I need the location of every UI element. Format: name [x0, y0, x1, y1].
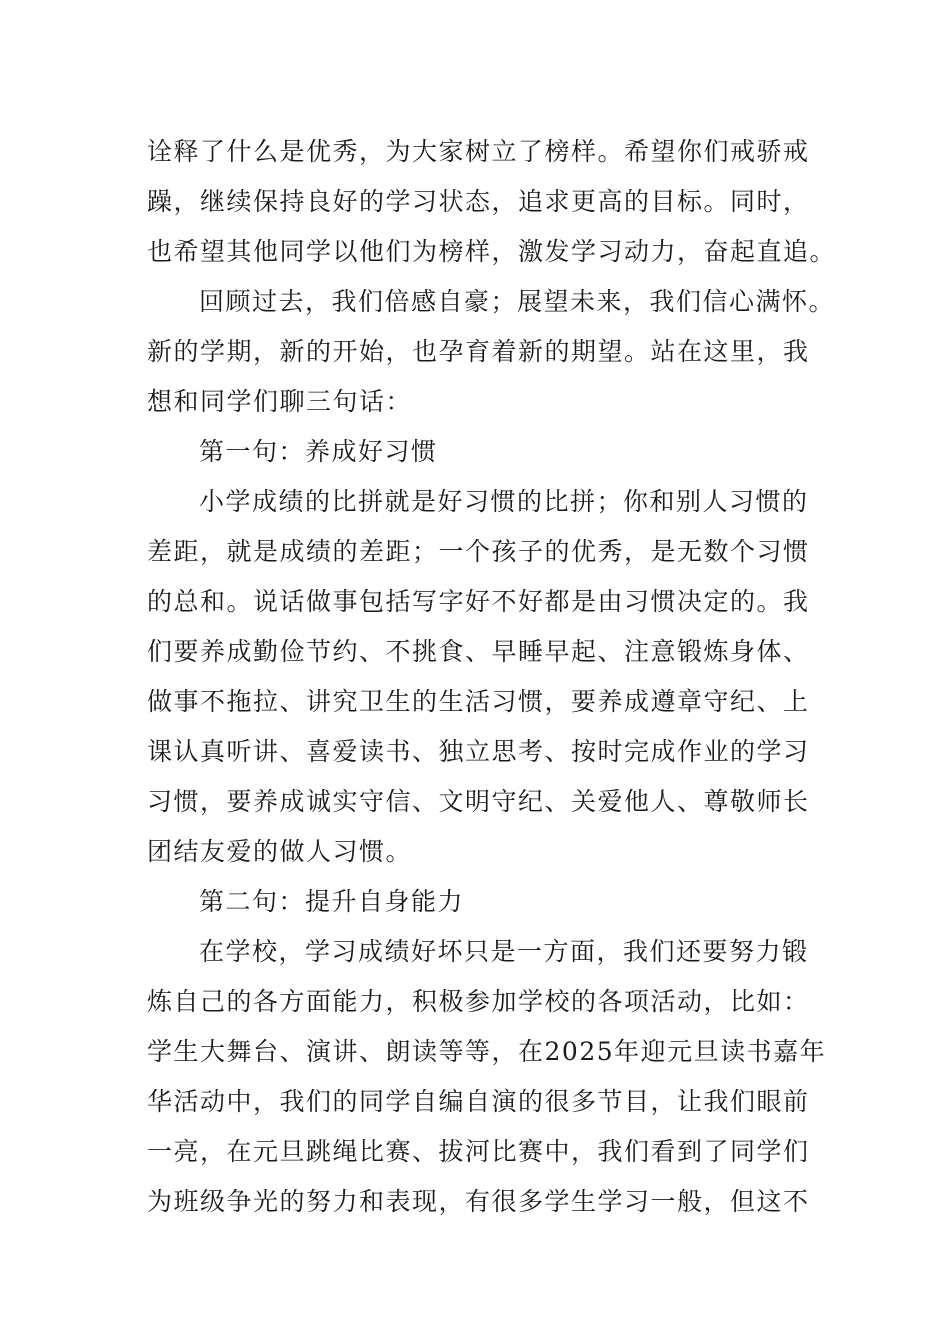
text-line: 做事不拖拉、讲究卫生的生活习惯，要养成遵章守纪、上: [147, 687, 810, 716]
text-line: 华活动中，我们的同学自编自演的很多节目，让我们眼前: [147, 1087, 810, 1116]
text-line: 为班级争光的努力和表现，有很多学生学习一般，但这不: [147, 1187, 810, 1216]
text-line: 一亮，在元旦跳绳比赛、拔河比赛中，我们看到了同学们: [147, 1137, 810, 1166]
text-line: 小学成绩的比拼就是好习惯的比拼；你和别人习惯的: [199, 487, 809, 516]
text-line: 想和同学们聊三句话：: [147, 387, 413, 416]
document-body: [147, 127, 837, 1227]
text-line: 诠释了什么是优秀，为大家树立了榜样。希望你们戒骄戒: [147, 137, 810, 166]
text-line: 也希望其他同学以他们为榜样，激发学习动力，奋起直追。: [147, 237, 837, 266]
text-line: 差距，就是成绩的差距；一个孩子的优秀，是无数个习惯: [147, 537, 810, 566]
text-line: 新的学期，新的开始，也孕育着新的期望。站在这里，我: [147, 337, 810, 366]
text-line: 学生大舞台、演讲、朗读等等，在2025年迎元旦读书嘉年: [147, 1037, 827, 1066]
text-line: 躁，继续保持良好的学习状态，追求更高的目标。同时，: [147, 187, 810, 216]
text-line: 课认真听讲、喜爱读书、独立思考、按时完成作业的学习: [147, 737, 810, 766]
text-line: 在学校，学习成绩好坏只是一方面，我们还要努力锻: [199, 937, 809, 966]
text-line: 习惯，要养成诚实守信、文明守纪、关爱他人、尊敬师长: [147, 787, 810, 816]
text-line: 们要养成勤俭节约、不挑食、早睡早起、注意锻炼身体、: [147, 637, 810, 666]
text-line: 炼自己的各方面能力，积极参加学校的各项活动，比如：: [147, 987, 810, 1016]
text-line: 的总和。说话做事包括写字好不好都是由习惯决定的。我: [147, 587, 810, 616]
text-line: 第二句：提升自身能力: [199, 887, 465, 916]
text-line: 第一句：养成好习惯: [199, 437, 438, 466]
text-line: 回顾过去，我们倍感自豪；展望未来，我们信心满怀。: [199, 287, 836, 316]
text-line: 团结友爱的做人习惯。: [147, 837, 413, 866]
